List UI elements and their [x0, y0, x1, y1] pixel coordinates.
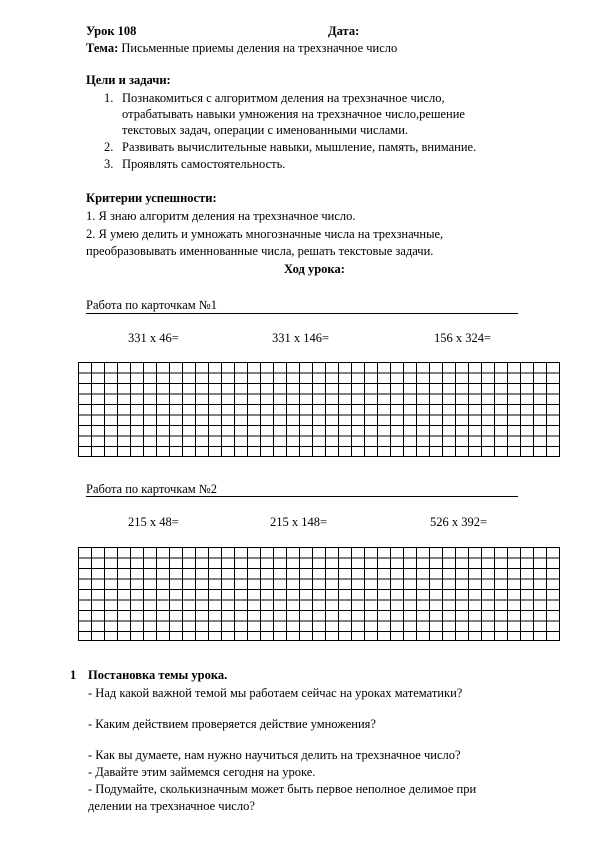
- goal-1-line-1: Познакомиться с алгоритмом деления на трехзначное число,: [122, 91, 445, 105]
- goal-2-number: 2.: [104, 140, 114, 154]
- goal-3-line-1: Проявлять самостоятельность.: [122, 157, 286, 171]
- criteria-line-1: 1. Я знаю алгоритм деления на трехзначное число.: [86, 209, 356, 223]
- card-2-example-2: 215 х 148=: [270, 515, 328, 529]
- card-1-example-3: 156 х 324=: [434, 331, 492, 345]
- card-2-example-3: 526 х 392=: [430, 515, 488, 529]
- section-1-line-3: - Как вы думаете, нам нужно научиться делить на трехзначное число?: [88, 748, 461, 762]
- section-1-line-2: - Каким действием проверяется действие умножения?: [88, 717, 376, 731]
- card-1-grid: [78, 362, 560, 457]
- card-2-title: Работа по карточкам №2: [86, 482, 217, 496]
- criteria-line-2b: преобразовывать именнованные числа, решать текстовые задачи.: [86, 244, 434, 258]
- lesson-number: Урок 108: [86, 24, 137, 38]
- card-1-title: Работа по карточкам №1: [86, 298, 217, 312]
- section-1-number: 1: [70, 668, 77, 682]
- goal-1-number: 1.: [104, 91, 114, 105]
- criteria-line-2a: 2. Я умею делить и умножать многозначные числа на трехзначные,: [86, 227, 444, 241]
- card-2-example-1: 215 х 48=: [128, 515, 179, 529]
- topic-line: [86, 41, 397, 56]
- goal-1-line-3: текстовых задач, операции с именованными числами.: [122, 123, 409, 137]
- goal-2-line-1: Развивать вычислительные навыки, мышление, память, внимание.: [122, 140, 477, 154]
- topic-label: Тема:: [86, 41, 119, 55]
- card-2-underline: [86, 496, 518, 497]
- date-label: Дата:: [328, 24, 360, 38]
- section-1-line-6: делении на трехзначное число?: [88, 799, 255, 813]
- section-1-line-1: - Над какой важной темой мы работаем сейчас на уроках математики?: [88, 686, 463, 700]
- goal-1-line-2: отрабатывать навыки умножения на трехзначное число,решение: [122, 107, 465, 121]
- section-1-heading: Постановка темы урока.: [88, 668, 228, 682]
- section-1-line-5: - Подумайте, сколькизначным может быть первое неполное делимое при: [88, 782, 477, 796]
- goal-3-number: 3.: [104, 157, 114, 171]
- topic-text: Письменные приемы деления на трехзначное число: [118, 41, 398, 55]
- criteria-heading: Критерии успешности:: [86, 191, 217, 205]
- goals-heading: Цели и задачи:: [86, 73, 171, 87]
- card-2-grid: [78, 547, 560, 641]
- card-1-underline: [86, 313, 518, 314]
- card-1-example-1: 331 х 46=: [128, 331, 179, 345]
- section-1-line-4: - Давайте этим займемся сегодня на уроке.: [88, 765, 316, 779]
- card-1-example-2: 331 х 146=: [272, 331, 330, 345]
- lesson-heading: Ход урока:: [284, 262, 345, 276]
